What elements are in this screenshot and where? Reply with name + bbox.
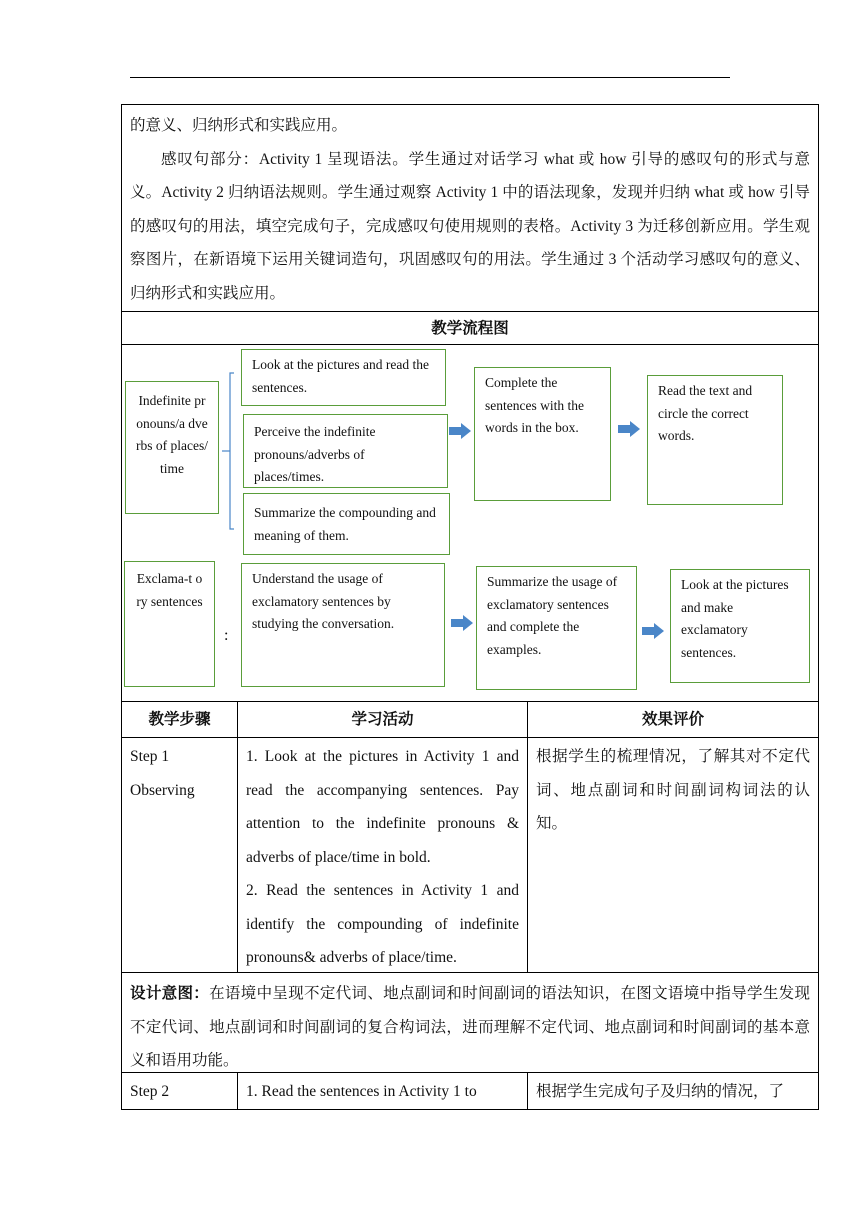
step-summarize-usage: Summarize the usage of exclamatory sentences and complete the examples. bbox=[476, 566, 637, 690]
header-learning-activities: 学习活动 bbox=[238, 702, 528, 737]
step1-name: Observing bbox=[130, 781, 195, 799]
arrow-right-icon bbox=[451, 615, 473, 631]
step2-activity: 1. Read the sentences in Activity 1 to bbox=[238, 1073, 528, 1109]
design-intent-text: 在语境中呈现不定代词、地点副词和时间副词的语法知识，在图文语境中指导学生发现不定代词、地点副词和时间副词的复合构词法，进而理解不定代词、地点副词和时间副词的基本意义和语用功能。 bbox=[130, 985, 810, 1069]
bracket-connector bbox=[220, 371, 242, 531]
topic-indefinite-pronouns: Indefinite pronouns/a dverbs of places/time bbox=[125, 381, 219, 514]
flowchart bbox=[122, 345, 818, 702]
header-rule bbox=[130, 77, 730, 78]
step-understand-usage: Understand the usage of exclamatory sentences by studying the conversation. bbox=[241, 563, 445, 687]
step-look-and-read: Look at the pictures and read the sentences. bbox=[241, 349, 446, 406]
flowchart-title: 教学流程图 bbox=[122, 312, 818, 345]
design-intent bbox=[122, 973, 818, 1073]
step2-evaluation: 根据学生完成句子及归纳的情况，了 bbox=[536, 1083, 785, 1100]
step1-activity-1: 1. Look at the pictures in Activity 1 and read the accompanying sentences. Pay attention to the indefinite pronouns & adverbs of place/time in bold. bbox=[246, 748, 519, 866]
step-perceive: Perceive the indefinite pronouns/adverbs of places/times. bbox=[243, 414, 448, 488]
header-teaching-steps: 教学步骤 bbox=[122, 702, 238, 737]
step-make-exclamatory-sentences: Look at the pictures and make exclamatory sentences. bbox=[670, 569, 810, 683]
header-evaluation: 效果评价 bbox=[641, 711, 704, 728]
intro-exclamatory-paragraph: 感叹句部分：Activity 1 呈现语法。学生通过对话学习 what 或 how 引导的感叹句的形式与意义。Activity 2 归纳语法规则。学生通过观察 Activity 1 中的语法现象，发现并归纳 what 或 how 引导的感叹句的用法，填空完成句子，完成感叹句使用规则的表格。Activity 3 为迁移创新应用。学生观察图片，在新语境下运用关键词造句，巩固感叹句的用法。学生通过 3 个活动学习感叹句的意义、归纳形式和实践应用。 bbox=[130, 150, 810, 302]
table-row-step2 bbox=[122, 1073, 818, 1109]
topic-exclamatory-sentences: Exclama-t ory sentences bbox=[124, 561, 215, 687]
step1-evaluation: 根据学生的梳理情况，了解其对不定代词、地点副词和时间副词构词法的认知。 bbox=[536, 748, 810, 832]
arrow-right-icon bbox=[642, 623, 664, 639]
step1-activity-2: 2. Read the sentences in Activity 1 and identify the compounding of indefinite pronouns& adverbs of place/time. bbox=[246, 882, 519, 966]
step1-activities bbox=[238, 738, 528, 972]
step1-label bbox=[122, 738, 238, 972]
step2-label: Step 2 bbox=[122, 1073, 238, 1109]
colon-mark: : bbox=[224, 627, 229, 644]
intro-line1: 的意义、归纳形式和实践应用。 bbox=[130, 117, 348, 134]
arrow-right-icon bbox=[618, 421, 640, 437]
step-summarize-compounding: Summarize the compounding and meaning of them. bbox=[243, 493, 450, 555]
arrow-right-icon bbox=[449, 423, 471, 439]
lesson-plan-table bbox=[121, 104, 819, 1110]
step-complete-sentences: Complete the sentences with the words in the box. bbox=[474, 367, 611, 501]
intro-section bbox=[122, 105, 818, 312]
table-header-row bbox=[122, 702, 818, 738]
table-row-step1 bbox=[122, 738, 818, 973]
step1-number: Step 1 bbox=[130, 748, 170, 765]
design-intent-label: 设计意图： bbox=[130, 985, 210, 1002]
step-read-and-circle: Read the text and circle the correct words. bbox=[647, 375, 783, 505]
